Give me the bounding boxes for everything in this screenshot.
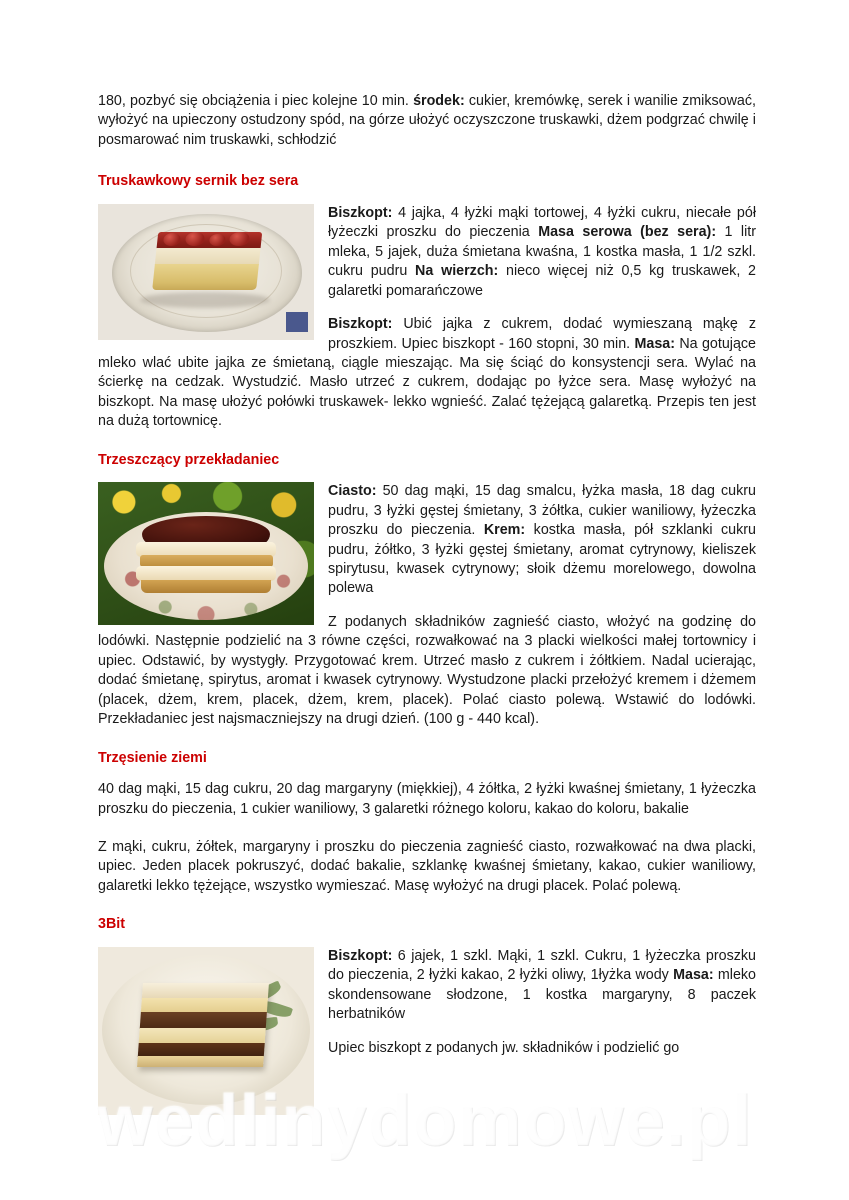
3bit-cake-photo: [98, 947, 314, 1115]
ingredients-label-ciasto: Ciasto:: [328, 483, 377, 500]
layered-cake-photo: [98, 482, 314, 625]
intro-text-a: 180, pozbyć się obciążenia i piec kolejne 10 min.: [98, 93, 414, 109]
method-text-2: Na gotujące mleko wlać ubite jajka ze śmietaną, ciągle mieszając. Ma się ściąć do konsystencji sera. Wylać na ścierkę na cedzak. Wystudzić. Masło utrzeć z cukrem, dodając po łyżce sera. Masę wyłożyć na biszkopt. Na masę ułożyć połówki truskawek- lekko wgnieść. Zalać tężejącą galaretką. Przepis ten jest na dużą tortownicę.: [98, 335, 756, 430]
ingredients-text-1: 4 jajka, 4 łyżki mąki tortowej, 4 łyżki cukru, niecałe pół łyżeczki proszku do pieczenia: [328, 204, 756, 241]
cake-slice: [137, 983, 269, 1067]
recipe-4-block: [98, 947, 756, 1119]
intro-paragraph: [98, 92, 756, 150]
recipe-2-block: [98, 482, 756, 729]
recipe-3-ingredients: 40 dag mąki, 15 dag cukru, 20 dag margaryny (miękkiej), 4 żółtka, 2 łyżki kwaśnej śmietany, 1 łyżeczka proszku do pieczenia, 1 cukier waniliowy, 3 galaretki różnego koloru, kakao do koloru, bakalie: [98, 781, 756, 817]
strawberry-cheesecake-photo: [98, 204, 314, 340]
cream-layer: [136, 566, 276, 581]
figure-2: [98, 482, 314, 625]
site-watermark: wedlinydomowe.pl: [96, 1081, 753, 1161]
cake-slice: [152, 232, 263, 294]
cream-layer: [155, 248, 261, 265]
ingredients-text-3: nieco więcej niż 0,5 kg truskawek, 2 galaretki pomarańczowe: [328, 263, 756, 299]
recipe-1-block: [98, 204, 756, 432]
ingredients-text-2: kostka masła, pół szklanki cukru pudru, żółtko, 3 łyżki gęstej śmietany, aromat cytrynowy, kieliszek spirytusu, kwasek cytrynowy; słoik dżemu morelowego, dowolna polewa: [328, 522, 756, 597]
ingredients-text-1: 50 dag mąki, 15 dag smalcu, łyżka masła, 18 dag cukru pudru, 3 łyżki gęstej śmietany, 3 żółtka, cukier waniliowy, łyżeczka proszku do pieczenia.: [328, 483, 756, 539]
sponge-layer: [152, 264, 259, 290]
ingredients-text-1: 6 jajek, 1 szkl. Mąki, 1 szkl. Cukru, 1 łyżeczka proszku do pieczenia, 2 łyżki kakao, 2 łyżki oliwy, 1łyżka wody: [328, 947, 756, 984]
ingredients-label-biszkopt: Biszkopt:: [328, 947, 393, 964]
cake-stack: [136, 516, 276, 596]
method-text-1: Ubić jajka z cukrem, dodać wymieszaną mąkę z proszkiem. Upiec biszkopt - 160 stopni, 30 min.: [328, 316, 756, 352]
cake-shadow: [140, 292, 270, 308]
recipe-3-method: Z mąki, cukru, żółtek, margaryny i proszku do pieczenia zagnieść ciasto, rozwałkować na dwa placki, upiec. Jeden placek pokruszyć, dodać bakalie, szklankę kwaśnej śmietany, kakao, cukier waniliowy, galaretki lekko tężejące, wszystko wymieszać. Masę wyłożyć na drugi placek. Polać polewą.: [98, 838, 756, 894]
figure-3: [98, 947, 314, 1115]
figure-1: [98, 204, 314, 340]
ingredients-label-na-wierzch: Na wierzch:: [415, 263, 499, 280]
ingredients-text-2: 1 litr mleka, 5 jajek, duża śmietana kwaśna, 1 kostka masła, 1 1/2 szkl. cukru pudru: [328, 224, 756, 280]
cocoa-layer: [138, 1043, 265, 1057]
dough-layer: [141, 580, 271, 593]
intro-label: środek:: [413, 93, 465, 109]
ingredients-label-biszkopt: Biszkopt:: [328, 204, 393, 221]
recipe-title-2: Trzeszczący przekładaniec: [98, 451, 280, 468]
recipe-title-3: Trzęsienie ziemi: [98, 749, 207, 766]
document-content: [98, 92, 756, 1119]
ingredients-text-2: mleko skondensowane słodzone, 1 kostka margaryny, 8 paczek herbatników: [328, 967, 756, 1023]
method-label-biszkopt: Biszkopt:: [328, 316, 393, 333]
recipe-2-method: Z podanych składników zagnieść ciasto, włożyć na godzinę do lodówki. Następnie podzielić na 3 równe części, rozwałkować na 3 placki wielkości małej tortownicy i upiec. Odstawić, by wystygły. Przygotować krem. Utrzeć masło z cukrem i żółtkiem. Nadal ucierając, dodać śmietanę, spirytus, aromat i kwasek cytrynowy. Wystudzone placki przełożyć kremem i dżemem (placek, dżem, krem, placek, dżem, krem, placek). Polać ciasto polewą. Wstawić do lodówki. Przekładaniec jest najsmaczniejszy na drugi dzień. (100 g - 440 kcal).: [98, 613, 756, 728]
method-label-masa: Masa:: [634, 335, 675, 352]
ingredients-label-krem: Krem:: [483, 522, 526, 539]
recipe-4-method: Upiec biszkopt z podanych jw. składników i podzielić go: [328, 1039, 680, 1056]
cocoa-layer: [140, 1012, 267, 1029]
intro-text-b: cukier, kremówkę, serek i wanilie zmiksować, wyłożyć na upieczony ostudzony spód, na górze ułożyć oczyszczone truskawki, dżem podgrzać chwilę i posmarować nim truskawki, schłodzić: [98, 93, 756, 148]
recipe-title-1: Truskawkowy sernik bez sera: [98, 173, 299, 190]
cream-layer: [141, 998, 268, 1013]
cream-layer: [139, 1028, 266, 1044]
ingredients-label-masa-serowa: Masa serowa (bez sera):: [538, 224, 717, 241]
base-layer: [137, 1056, 264, 1067]
top-cream-layer: [142, 983, 269, 999]
image-badge: [286, 312, 308, 332]
ingredients-label-masa: Masa:: [673, 967, 714, 984]
recipe-title-4: 3Bit: [98, 916, 126, 933]
